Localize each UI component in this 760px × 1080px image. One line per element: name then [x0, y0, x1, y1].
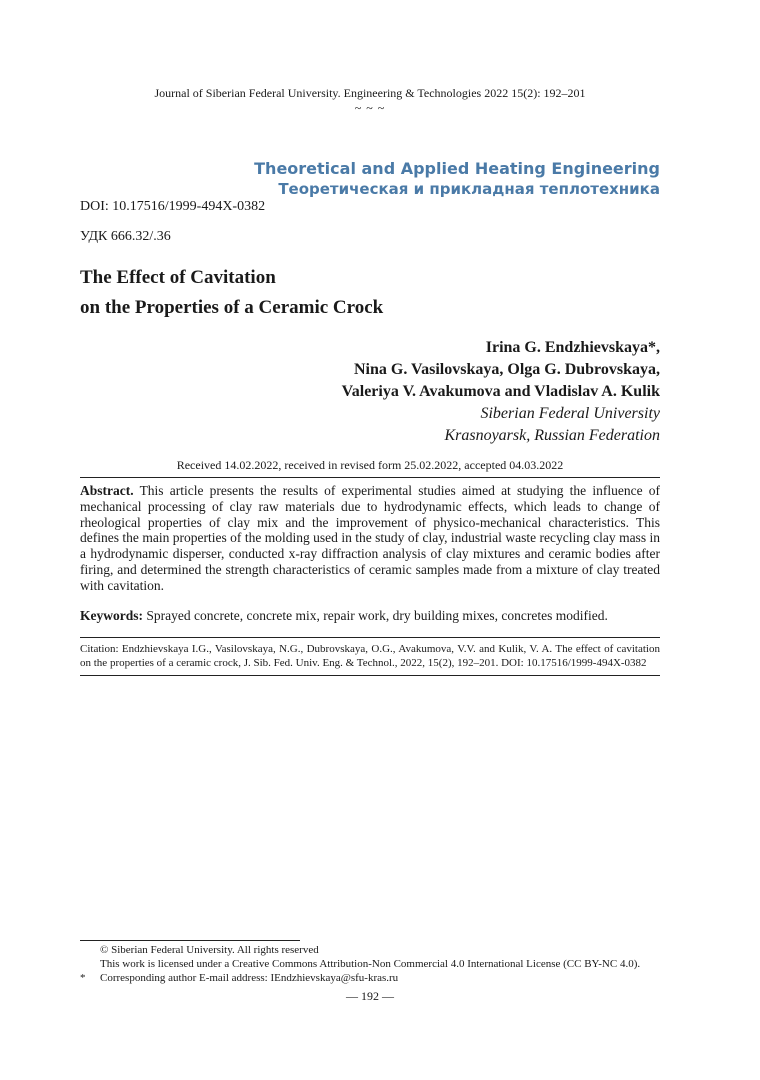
section-title-ru: Теоретическая и прикладная теплотехника — [278, 180, 660, 198]
received-dates: Received 14.02.2022, received in revised form 25.02.2022, accepted 04.03.2022 — [176, 458, 564, 472]
rule-above-citation — [80, 637, 660, 638]
section-title-en: Theoretical and Applied Heating Engineering — [254, 159, 660, 178]
rule-below-citation — [80, 675, 660, 676]
udk-code: УДК 666.32/.36 — [80, 229, 171, 244]
footnote-asterisk: * — [80, 972, 86, 984]
article-title — [80, 263, 383, 323]
affiliation: Siberian Federal University — [480, 405, 660, 422]
abstract-text: This article presents the results of experimental studies aimed at studying the influence of mechanical processing of clay raw materials due to hydrodynamic effects, which leads to change of rheological properties of clay mix and the improvement of physico-mechanical characteristics. This defines the main properties of the molding used in the study of clay, industrial waste recycling clay mass in a hydrodynamic disperser, conducted x-ray diffraction analysis of clay mixtures and ceramic bodies after firing, and determined the strength characteristics of ceramic samples made from a mixture of clay treated with cavitation. — [80, 483, 660, 593]
keywords-text: Sprayed concrete, concrete mix, repair work, dry building mixes, concretes modified. — [146, 608, 608, 623]
author-line-1: Irina G. Endzhievskaya*, — [485, 339, 660, 356]
article-title-line-1: The Effect of Cavitation — [80, 267, 276, 288]
page-number: — 192 — — [346, 989, 394, 1003]
header-ornament: ~ ~ ~ — [354, 101, 386, 115]
journal-header: Journal of Siberian Federal University. Engineering & Technologies 2022 15(2): 192–201 — [154, 86, 586, 100]
keywords — [80, 608, 660, 624]
footnote-rule — [80, 940, 300, 941]
author-line-2: Nina G. Vasilovskaya, Olga G. Dubrovskaya, — [353, 361, 660, 378]
doi: DOI: 10.17516/1999-494X-0382 — [80, 199, 266, 214]
rule-above-abstract — [80, 477, 660, 478]
keywords-label: Keywords: — [80, 608, 143, 623]
citation: Citation: Endzhievskaya I.G., Vasilovskaya, N.G., Dubrovskaya, O.G., Avakumova, V.V. and Kulik, V. A. The effect of cavitation on the properties of a ceramic crock, J. Sib. Fed. Univ. Eng. & Technol., 2022, 15(2), 192–201. DOI: 10.17516/1999-494X-0382 — [80, 643, 660, 669]
article-title-line-2: on the Properties of a Ceramic Crock — [80, 297, 384, 318]
abstract-label: Abstract. — [80, 483, 134, 498]
affiliation-location: Krasnoyarsk, Russian Federation — [444, 427, 660, 444]
copyright-note: © Siberian Federal University. All rights reserved — [100, 944, 319, 956]
footnotes — [80, 943, 680, 985]
author-line-3: Valeriya V. Avakumova and Vladislav A. Kulik — [341, 383, 660, 400]
abstract — [80, 483, 660, 594]
corresponding-author-note: Corresponding author E-mail address: IEndzhievskaya@sfu-kras.ru — [100, 972, 399, 984]
author-block — [342, 337, 660, 447]
license-note: This work is licensed under a Creative Commons Attribution-Non Commercial 4.0 International License (CC BY-NC 4.0). — [100, 958, 641, 970]
